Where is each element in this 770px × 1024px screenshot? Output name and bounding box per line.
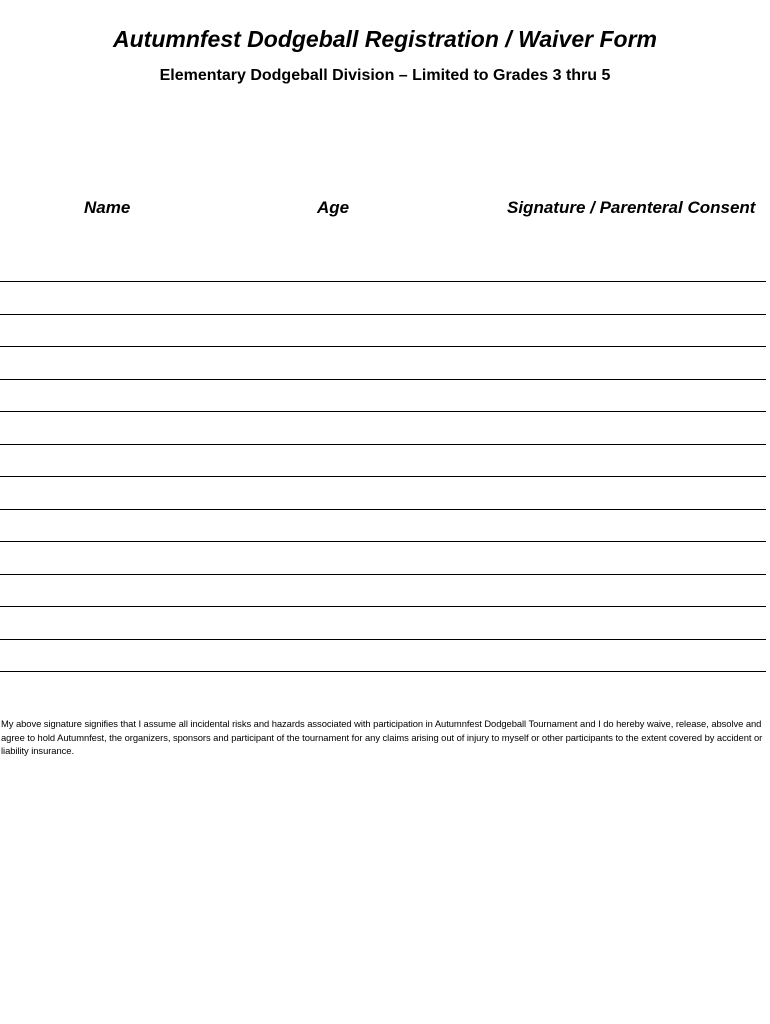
signature-lines [0, 244, 766, 672]
blank-entry-line [0, 282, 766, 315]
waiver-statement: My above signature signifies that I assume all incidental risks and hazards associated with participation in Autumnfest Dodgeball Tournament and I do hereby waive, release, absolve and agree to hold Autumnfest, the organizers, sponsors and participant of the tournament for any claims arising out of injury to myself or other participants to the extent covered by accident or liability insurance. [1, 718, 763, 756]
blank-entry-line [0, 542, 766, 575]
blank-entry-line [0, 445, 766, 478]
form-subtitle: Elementary Dodgeball Division – Limited to Grades 3 thru 5 [159, 67, 611, 84]
blank-entry-line [0, 575, 766, 608]
column-header-name: Name [84, 198, 131, 217]
blank-entry-line [0, 607, 766, 640]
form-title: Autumnfest Dodgeball Registration / Waiver Form [113, 26, 657, 52]
blank-entry-line [0, 477, 766, 510]
blank-entry-line [0, 244, 766, 282]
blank-entry-line [0, 347, 766, 380]
blank-entry-line [0, 315, 766, 348]
blank-entry-line [0, 510, 766, 543]
column-header-signature: Signature / Parenteral Consent [507, 198, 756, 217]
blank-entry-line [0, 640, 766, 673]
column-header-age: Age [317, 198, 350, 217]
blank-entry-line [0, 412, 766, 445]
blank-entry-line [0, 380, 766, 413]
